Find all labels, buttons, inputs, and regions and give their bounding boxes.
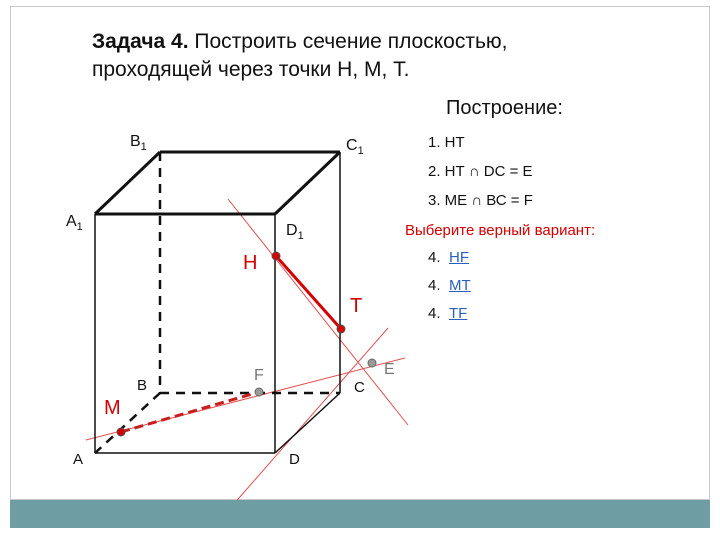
- segment-ht: [276, 256, 341, 329]
- construction-header: Построение:: [446, 97, 563, 119]
- label-a1: $A_1$: [66, 213, 83, 233]
- segment-mf: [121, 392, 259, 432]
- label-m: M: [104, 397, 121, 419]
- label-c1: $C_1$: [346, 137, 364, 157]
- choose-prompt: Выберите верный вариант:: [405, 222, 596, 239]
- label-e: E: [384, 361, 395, 378]
- line-me: [86, 358, 405, 440]
- step-2: 2. НТ ∩ DC = E: [428, 163, 533, 180]
- option-1-number: 4.: [428, 249, 441, 266]
- footer-bar: [10, 500, 710, 528]
- point-h: [272, 252, 280, 260]
- point-m: [117, 428, 125, 436]
- edge-a1b1: [95, 152, 160, 214]
- label-a: A: [73, 451, 84, 468]
- point-f: [255, 388, 263, 396]
- option-tf-link[interactable]: TF: [449, 305, 468, 322]
- edge-c1d1: [275, 152, 340, 214]
- label-c: C: [354, 379, 365, 396]
- label-h: H: [243, 252, 258, 274]
- option-2-number: 4.: [428, 277, 441, 294]
- title-text: Построить сечение плоскостью,: [188, 30, 508, 53]
- task-number: Задача 4.: [92, 30, 189, 53]
- label-b1: $B_1$: [130, 133, 147, 153]
- edge-dc: [275, 393, 340, 453]
- point-e: [368, 359, 376, 367]
- title-line-2: проходящей через точки Н, М, Т.: [92, 58, 410, 81]
- step-1: 1. НТ: [428, 134, 465, 151]
- option-3-number: 4.: [428, 305, 441, 322]
- option-mt-link[interactable]: MT: [449, 277, 471, 294]
- step-3: 3. МЕ ∩ ВС = F: [428, 192, 533, 209]
- option-hf-link[interactable]: HF: [449, 249, 469, 266]
- label-f: F: [254, 367, 264, 384]
- label-d1: $D_1$: [286, 222, 304, 242]
- label-t: T: [350, 295, 363, 317]
- label-b: B: [137, 377, 148, 394]
- point-t: [337, 325, 345, 333]
- label-d: D: [289, 451, 300, 468]
- line-dc-extension: [232, 328, 388, 506]
